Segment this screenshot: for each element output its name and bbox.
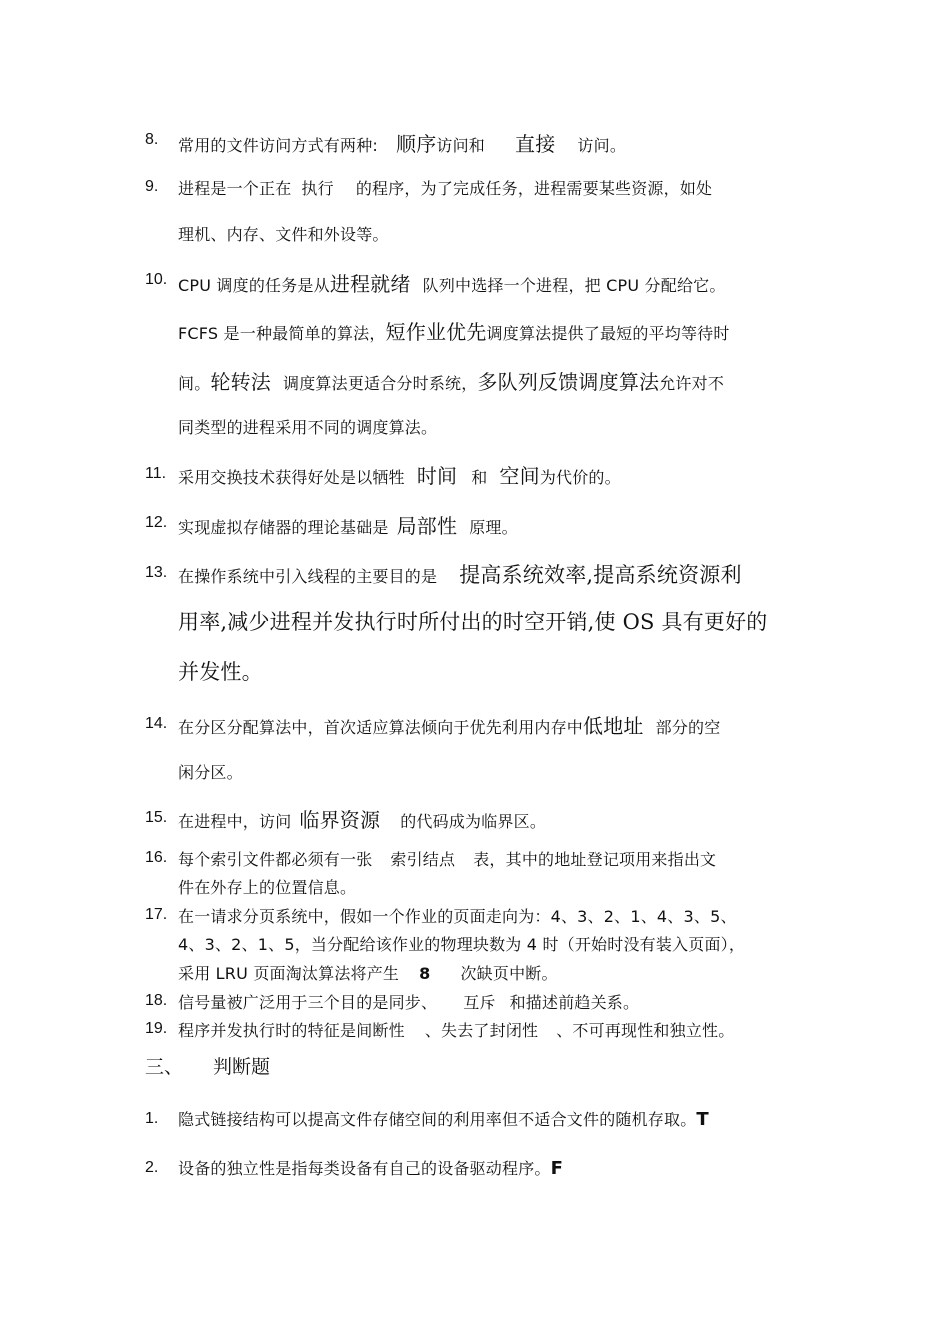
item-15-line: 在进程中，访问 临界资源 的代码成为临界区。	[178, 808, 547, 832]
item-13-line-3: 并发性。	[178, 660, 263, 684]
item-number: 15.	[145, 809, 168, 826]
item-14-line-2: 闲分区。	[178, 763, 243, 782]
judge-item-2: 设备的独立性是指每类设备有自己的设备驱动程序。F	[178, 1158, 564, 1179]
item-9-line-1: 进程是一个正在 执行 的程序，为了完成任务，进程需要某些资源，如处	[178, 179, 713, 198]
answer: 进程就绪	[329, 272, 411, 296]
item-number: 10.	[145, 271, 168, 288]
item-10-line-2: FCFS 是一种最简单的算法，短作业优先调度算法提供了最短的平均等待时	[178, 320, 730, 344]
item-number: 8.	[145, 131, 159, 148]
item-14-line-1: 在分区分配算法中，首次适应算法倾向于优先利用内存中低地址 部分的空	[178, 714, 721, 738]
item-number: 9.	[145, 178, 159, 195]
item-19-line: 程序并发执行时的特征是间断性 、失去了封闭性 、不可再现性和独立性。	[178, 1021, 735, 1040]
answer: 直接	[515, 132, 556, 156]
item-number: 11.	[145, 465, 167, 482]
item-number: 19.	[145, 1020, 168, 1037]
item-17-line-2: 4、3、2、1、5，当分配给该作业的物理块数为 4 时（开始时没有装入页面），	[178, 935, 746, 954]
answer: 执行	[301, 179, 334, 198]
item-number: 17.	[145, 906, 168, 923]
item-number: 14.	[145, 715, 168, 732]
answer: 多队列反馈调度算法	[477, 370, 660, 394]
answer: 顺序	[396, 132, 437, 156]
item-16-line-2: 件在外存上的位置信息。	[178, 878, 357, 897]
item-8-line: 常用的文件访问方式有两种: 顺序访问和 直接 访问。	[178, 132, 627, 156]
judge-item-1: 隐式链接结构可以提高文件存储空间的利用率但不适合文件的随机存取。T	[178, 1109, 709, 1130]
item-10-line-4: 同类型的进程采用不同的调度算法。	[178, 418, 438, 437]
item-17-line-3: 采用 LRU 页面淘汰算法将产生 8 次缺页中断。	[178, 964, 558, 983]
answer: 提高系统效率,提高系统资源利	[459, 563, 742, 587]
answer: 时间	[416, 464, 458, 488]
answer: 轮转法	[210, 370, 272, 394]
item-16-line-1: 每个索引文件都必须有一张 索引结点 表，其中的地址登记项用来指出文	[178, 850, 717, 869]
item-number: 18.	[145, 992, 168, 1009]
answer: 8	[419, 964, 431, 983]
item-13-line-2: 用率,减少进程并发执行时所付出的时空开销,使 OS 具有更好的	[178, 610, 768, 634]
item-10-line-1: CPU 调度的任务是从进程就绪 队列中选择一个进程，把 CPU 分配给它。	[178, 272, 726, 296]
answer: 索引结点	[390, 850, 456, 869]
answer: 局部性	[396, 514, 458, 538]
answer: T	[696, 1109, 709, 1130]
answer: 短作业优先	[385, 320, 487, 344]
item-number: 16.	[145, 849, 168, 866]
answer: 低地址	[583, 714, 644, 738]
item-11-line: 采用交换技术获得好处是以牺牲 时间 和 空间为代价的。	[178, 464, 621, 488]
item-number: 12.	[145, 514, 168, 531]
item-number: 1.	[145, 1110, 159, 1127]
section-heading: 三、 判断题	[145, 1056, 271, 1078]
item-18-line: 信号量被广泛用于三个目的是同步、 互斥 和描述前趋关系。	[178, 993, 640, 1012]
item-number: 13.	[145, 564, 168, 581]
item-12-line: 实现虚拟存储器的理论基础是 局部性 原理。	[178, 514, 518, 538]
answer: F	[550, 1158, 564, 1179]
item-10-line-3: 间。轮转法 调度算法更适合分时系统，多队列反馈调度算法允许对不	[178, 370, 725, 394]
answer: 互斥	[463, 993, 496, 1012]
answer: 空间	[499, 464, 540, 488]
item-13-line-1: 在操作系统中引入线程的主要目的是 提高系统效率,提高系统资源利	[178, 563, 742, 587]
answer: 临界资源	[299, 808, 381, 832]
item-9-line-2: 理机、内存、文件和外设等。	[178, 225, 389, 244]
item-17-line-1: 在一请求分页系统中，假如一个作业的页面走向为：4、3、2、1、4、3、5、	[178, 907, 737, 926]
item-number: 2.	[145, 1159, 159, 1176]
